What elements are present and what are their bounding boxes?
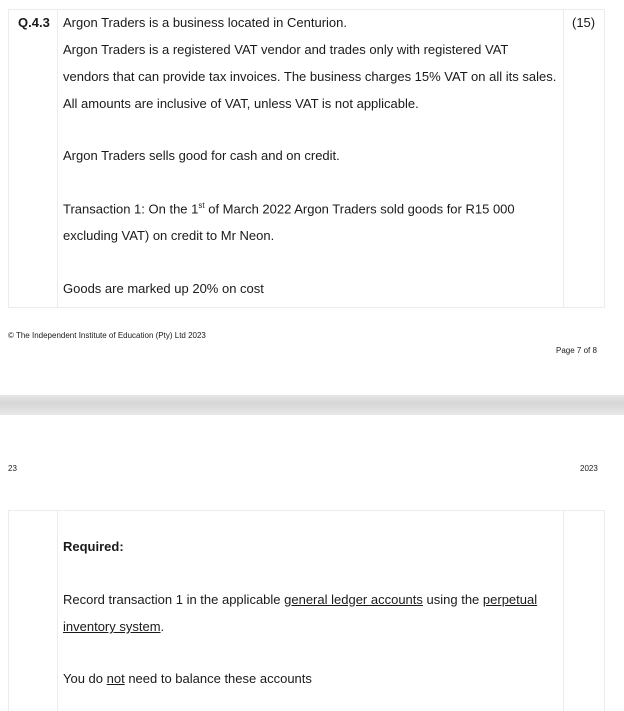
balance-text-a: You do: [63, 671, 107, 686]
perpetual-term: perpetual: [482, 592, 538, 607]
record-line-1: [63, 592, 537, 607]
record-text-b: using the: [422, 592, 483, 607]
exam-page-8: [0, 415, 624, 700]
page-number: Page 7 of 8: [556, 346, 597, 355]
transaction-line-1: [63, 201, 515, 216]
column-divider-left: [57, 511, 58, 711]
header-left: 23: [8, 464, 17, 473]
balance-text-b: need to balance these accounts: [124, 671, 312, 686]
transaction-sup: st: [198, 201, 205, 210]
header-right: 2023: [580, 464, 598, 473]
inventory-system-term: inventory system: [63, 619, 161, 634]
question-marks: (15): [572, 15, 596, 30]
question-line-3: vendors that can provide tax invoices. The business charges 15% VAT on all its sales.: [63, 69, 557, 84]
page-separator: [0, 395, 624, 415]
question-number: Q.4.3: [18, 15, 50, 30]
question-line-5: Argon Traders sells good for cash and on credit.: [63, 148, 340, 163]
general-ledger-term: general ledger accounts: [284, 592, 423, 607]
balance-line: [63, 671, 312, 686]
column-divider-left: [57, 10, 58, 307]
not-emphasis: not: [106, 671, 125, 686]
question-line-2: Argon Traders is a registered VAT vendor and trades only with registered VAT: [63, 42, 509, 57]
column-divider-right: [563, 511, 564, 711]
record-end: .: [160, 619, 165, 634]
required-heading: Required:: [63, 539, 124, 554]
question-line-4: All amounts are inclusive of VAT, unless VAT is not applicable.: [63, 96, 419, 111]
transaction-line-2: excluding VAT) on credit to Mr Neon.: [63, 228, 275, 243]
copyright-footer: © The Independent Institute of Education (Pty) Ltd 2023: [8, 331, 206, 340]
transaction-suffix: of March 2022 Argon Traders sold goods for R15 000: [204, 201, 515, 217]
question-line-1: Argon Traders is a business located in Centurion.: [63, 15, 347, 30]
transaction-prefix: Transaction 1: On the 1: [63, 201, 199, 217]
record-line-2: [63, 619, 164, 634]
record-text-a: Record transaction 1 in the applicable: [63, 592, 285, 607]
markup-line: Goods are marked up 20% on cost: [63, 281, 264, 296]
column-divider-right: [563, 10, 564, 307]
